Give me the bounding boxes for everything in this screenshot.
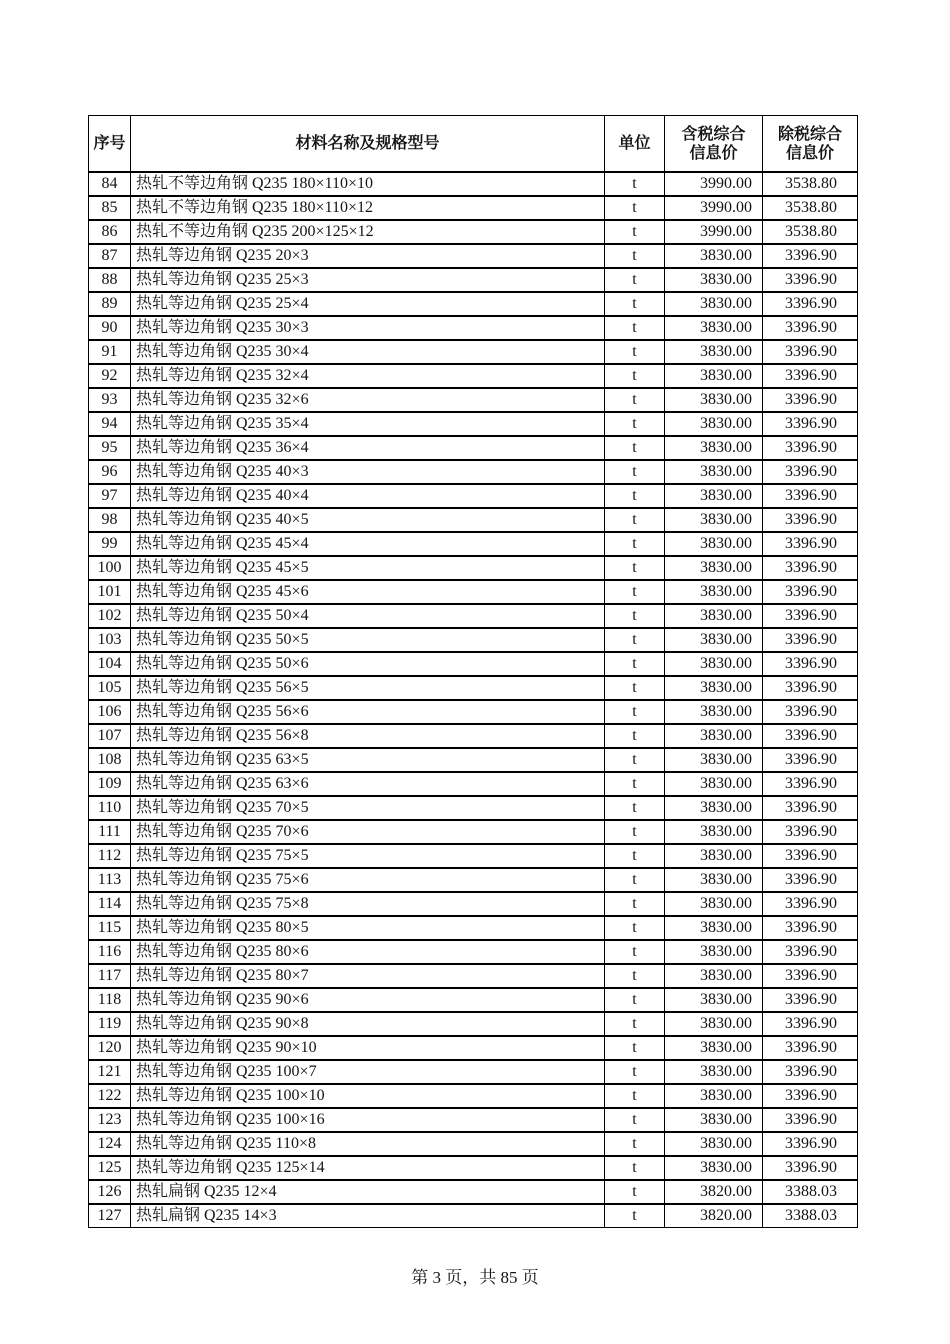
cell-price-without-tax: 3396.90 (763, 724, 858, 748)
table-row (88, 844, 858, 868)
cell-index: 113 (88, 868, 131, 892)
cell-unit: t (605, 460, 665, 484)
table-row (88, 1108, 858, 1132)
cell-price-with-tax: 3820.00 (665, 1204, 763, 1228)
cell-index: 96 (88, 460, 131, 484)
cell-material-name-spec: 热轧不等边角钢 Q235 180×110×10 (131, 172, 605, 196)
cell-unit: t (605, 652, 665, 676)
cell-price-with-tax: 3830.00 (665, 1084, 763, 1108)
table-row (88, 388, 858, 412)
table-row (88, 460, 858, 484)
cell-material-name-spec: 热轧等边角钢 Q235 90×6 (131, 988, 605, 1012)
cell-index: 117 (88, 964, 131, 988)
cell-index: 100 (88, 556, 131, 580)
cell-index: 118 (88, 988, 131, 1012)
cell-price-with-tax: 3830.00 (665, 532, 763, 556)
cell-price-without-tax: 3396.90 (763, 460, 858, 484)
cell-material-name-spec: 热轧等边角钢 Q235 90×8 (131, 1012, 605, 1036)
cell-material-name-spec: 热轧等边角钢 Q235 80×5 (131, 916, 605, 940)
cell-material-name-spec: 热轧等边角钢 Q235 70×5 (131, 796, 605, 820)
cell-index: 84 (88, 172, 131, 196)
cell-price-without-tax: 3396.90 (763, 628, 858, 652)
cell-index: 102 (88, 604, 131, 628)
cell-unit: t (605, 892, 665, 916)
cell-price-with-tax: 3820.00 (665, 1180, 763, 1204)
cell-unit: t (605, 1132, 665, 1156)
cell-unit: t (605, 964, 665, 988)
cell-index: 112 (88, 844, 131, 868)
cell-unit: t (605, 268, 665, 292)
table-row (88, 1012, 858, 1036)
cell-material-name-spec: 热轧等边角钢 Q235 56×6 (131, 700, 605, 724)
table-row (88, 868, 858, 892)
table-row (88, 796, 858, 820)
page-footer: 第 3 页，共 85 页 (411, 1268, 539, 1287)
cell-price-with-tax: 3830.00 (665, 820, 763, 844)
cell-price-without-tax: 3396.90 (763, 988, 858, 1012)
table-row (88, 892, 858, 916)
cell-unit: t (605, 724, 665, 748)
table-row (88, 220, 858, 244)
cell-unit: t (605, 364, 665, 388)
cell-material-name-spec: 热轧等边角钢 Q235 40×3 (131, 460, 605, 484)
cell-price-with-tax: 3830.00 (665, 1156, 763, 1180)
cell-unit: t (605, 1204, 665, 1228)
cell-price-without-tax: 3396.90 (763, 340, 858, 364)
cell-price-without-tax: 3396.90 (763, 820, 858, 844)
table-row (88, 292, 858, 316)
table-row (88, 244, 858, 268)
table-row (88, 988, 858, 1012)
cell-material-name-spec: 热轧等边角钢 Q235 75×8 (131, 892, 605, 916)
cell-price-without-tax: 3396.90 (763, 1060, 858, 1084)
cell-index: 106 (88, 700, 131, 724)
cell-unit: t (605, 916, 665, 940)
cell-index: 99 (88, 532, 131, 556)
cell-price-without-tax: 3388.03 (763, 1204, 858, 1228)
cell-index: 109 (88, 772, 131, 796)
cell-index: 91 (88, 340, 131, 364)
table-row (88, 1204, 858, 1228)
cell-unit: t (605, 700, 665, 724)
cell-price-without-tax: 3396.90 (763, 748, 858, 772)
header-material-name-spec: 材料名称及规格型号 (131, 115, 605, 172)
cell-price-without-tax: 3396.90 (763, 964, 858, 988)
cell-price-without-tax: 3396.90 (763, 1012, 858, 1036)
cell-unit: t (605, 580, 665, 604)
cell-index: 123 (88, 1108, 131, 1132)
cell-unit: t (605, 1108, 665, 1132)
cell-material-name-spec: 热轧等边角钢 Q235 40×5 (131, 508, 605, 532)
cell-price-without-tax: 3388.03 (763, 1180, 858, 1204)
cell-index: 127 (88, 1204, 131, 1228)
cell-index: 110 (88, 796, 131, 820)
cell-price-with-tax: 3990.00 (665, 172, 763, 196)
cell-material-name-spec: 热轧等边角钢 Q235 30×4 (131, 340, 605, 364)
cell-material-name-spec: 热轧等边角钢 Q235 32×4 (131, 364, 605, 388)
table-row (88, 700, 858, 724)
cell-unit: t (605, 412, 665, 436)
table-row (88, 940, 858, 964)
cell-price-with-tax: 3830.00 (665, 988, 763, 1012)
cell-unit: t (605, 340, 665, 364)
cell-material-name-spec: 热轧等边角钢 Q235 63×6 (131, 772, 605, 796)
cell-unit: t (605, 868, 665, 892)
cell-index: 94 (88, 412, 131, 436)
cell-index: 114 (88, 892, 131, 916)
table-row (88, 724, 858, 748)
cell-unit: t (605, 772, 665, 796)
cell-material-name-spec: 热轧等边角钢 Q235 50×6 (131, 652, 605, 676)
cell-price-with-tax: 3830.00 (665, 508, 763, 532)
cell-price-with-tax: 3830.00 (665, 484, 763, 508)
cell-unit: t (605, 220, 665, 244)
cell-unit: t (605, 796, 665, 820)
cell-index: 121 (88, 1060, 131, 1084)
cell-price-without-tax: 3396.90 (763, 916, 858, 940)
table-row (88, 748, 858, 772)
cell-index: 89 (88, 292, 131, 316)
table-row (88, 916, 858, 940)
cell-price-with-tax: 3830.00 (665, 460, 763, 484)
cell-unit: t (605, 844, 665, 868)
table-row (88, 580, 858, 604)
table-row (88, 340, 858, 364)
cell-price-without-tax: 3396.90 (763, 676, 858, 700)
cell-unit: t (605, 172, 665, 196)
cell-index: 93 (88, 388, 131, 412)
cell-material-name-spec: 热轧等边角钢 Q235 45×5 (131, 556, 605, 580)
cell-unit: t (605, 988, 665, 1012)
cell-index: 119 (88, 1012, 131, 1036)
cell-price-without-tax: 3396.90 (763, 868, 858, 892)
cell-material-name-spec: 热轧不等边角钢 Q235 200×125×12 (131, 220, 605, 244)
table-body (88, 172, 858, 1228)
table-row (88, 268, 858, 292)
table-row (88, 652, 858, 676)
cell-price-without-tax: 3538.80 (763, 220, 858, 244)
cell-price-without-tax: 3396.90 (763, 292, 858, 316)
cell-index: 101 (88, 580, 131, 604)
cell-unit: t (605, 388, 665, 412)
cell-material-name-spec: 热轧等边角钢 Q235 45×4 (131, 532, 605, 556)
cell-unit: t (605, 820, 665, 844)
cell-price-without-tax: 3396.90 (763, 1132, 858, 1156)
cell-material-name-spec: 热轧等边角钢 Q235 100×16 (131, 1108, 605, 1132)
cell-price-with-tax: 3830.00 (665, 628, 763, 652)
cell-price-with-tax: 3830.00 (665, 1132, 763, 1156)
cell-price-with-tax: 3830.00 (665, 748, 763, 772)
cell-price-with-tax: 3830.00 (665, 724, 763, 748)
cell-index: 120 (88, 1036, 131, 1060)
table-row (88, 1060, 858, 1084)
cell-unit: t (605, 1036, 665, 1060)
cell-price-without-tax: 3396.90 (763, 484, 858, 508)
cell-price-without-tax: 3396.90 (763, 532, 858, 556)
cell-index: 98 (88, 508, 131, 532)
cell-material-name-spec: 热轧等边角钢 Q235 45×6 (131, 580, 605, 604)
cell-price-with-tax: 3830.00 (665, 292, 763, 316)
cell-index: 97 (88, 484, 131, 508)
cell-material-name-spec: 热轧等边角钢 Q235 70×6 (131, 820, 605, 844)
table-row (88, 1180, 858, 1204)
table-row (88, 316, 858, 340)
cell-material-name-spec: 热轧等边角钢 Q235 110×8 (131, 1132, 605, 1156)
cell-material-name-spec: 热轧等边角钢 Q235 50×4 (131, 604, 605, 628)
cell-material-name-spec: 热轧等边角钢 Q235 56×5 (131, 676, 605, 700)
cell-price-without-tax: 3396.90 (763, 244, 858, 268)
cell-price-with-tax: 3830.00 (665, 364, 763, 388)
cell-index: 88 (88, 268, 131, 292)
cell-material-name-spec: 热轧等边角钢 Q235 80×6 (131, 940, 605, 964)
cell-unit: t (605, 508, 665, 532)
cell-price-without-tax: 3538.80 (763, 196, 858, 220)
cell-material-name-spec: 热轧等边角钢 Q235 35×4 (131, 412, 605, 436)
cell-price-without-tax: 3396.90 (763, 556, 858, 580)
cell-price-with-tax: 3830.00 (665, 652, 763, 676)
table-row (88, 604, 858, 628)
table-row (88, 964, 858, 988)
cell-price-without-tax: 3396.90 (763, 1156, 858, 1180)
cell-price-without-tax: 3538.80 (763, 172, 858, 196)
cell-material-name-spec: 热轧等边角钢 Q235 75×5 (131, 844, 605, 868)
cell-unit: t (605, 436, 665, 460)
cell-price-without-tax: 3396.90 (763, 316, 858, 340)
cell-price-without-tax: 3396.90 (763, 268, 858, 292)
cell-material-name-spec: 热轧等边角钢 Q235 63×5 (131, 748, 605, 772)
cell-price-without-tax: 3396.90 (763, 436, 858, 460)
cell-price-with-tax: 3830.00 (665, 892, 763, 916)
cell-unit: t (605, 1084, 665, 1108)
cell-material-name-spec: 热轧等边角钢 Q235 25×4 (131, 292, 605, 316)
cell-price-with-tax: 3830.00 (665, 556, 763, 580)
cell-price-with-tax: 3830.00 (665, 940, 763, 964)
table-row (88, 772, 858, 796)
table-row (88, 1036, 858, 1060)
cell-unit: t (605, 604, 665, 628)
cell-price-without-tax: 3396.90 (763, 652, 858, 676)
cell-index: 95 (88, 436, 131, 460)
cell-index: 107 (88, 724, 131, 748)
cell-index: 86 (88, 220, 131, 244)
cell-price-with-tax: 3990.00 (665, 220, 763, 244)
cell-material-name-spec: 热轧等边角钢 Q235 20×3 (131, 244, 605, 268)
cell-price-with-tax: 3830.00 (665, 868, 763, 892)
cell-material-name-spec: 热轧等边角钢 Q235 25×3 (131, 268, 605, 292)
table-row (88, 556, 858, 580)
cell-price-without-tax: 3396.90 (763, 700, 858, 724)
cell-material-name-spec: 热轧等边角钢 Q235 30×3 (131, 316, 605, 340)
cell-unit: t (605, 484, 665, 508)
header-price-with-tax: 含税综合 信息价 (665, 115, 763, 172)
cell-price-with-tax: 3830.00 (665, 1060, 763, 1084)
cell-unit: t (605, 628, 665, 652)
cell-material-name-spec: 热轧等边角钢 Q235 50×5 (131, 628, 605, 652)
cell-price-with-tax: 3830.00 (665, 844, 763, 868)
cell-price-without-tax: 3396.90 (763, 364, 858, 388)
cell-index: 105 (88, 676, 131, 700)
cell-index: 108 (88, 748, 131, 772)
cell-index: 104 (88, 652, 131, 676)
cell-index: 122 (88, 1084, 131, 1108)
cell-price-without-tax: 3396.90 (763, 604, 858, 628)
cell-unit: t (605, 748, 665, 772)
cell-unit: t (605, 676, 665, 700)
table-row (88, 1084, 858, 1108)
cell-index: 103 (88, 628, 131, 652)
cell-material-name-spec: 热轧扁钢 Q235 12×4 (131, 1180, 605, 1204)
cell-material-name-spec: 热轧等边角钢 Q235 100×10 (131, 1084, 605, 1108)
cell-material-name-spec: 热轧等边角钢 Q235 80×7 (131, 964, 605, 988)
cell-price-with-tax: 3830.00 (665, 316, 763, 340)
cell-unit: t (605, 940, 665, 964)
cell-index: 126 (88, 1180, 131, 1204)
cell-material-name-spec: 热轧等边角钢 Q235 125×14 (131, 1156, 605, 1180)
cell-unit: t (605, 1156, 665, 1180)
cell-material-name-spec: 热轧等边角钢 Q235 36×4 (131, 436, 605, 460)
table-row (88, 1156, 858, 1180)
table-row (88, 532, 858, 556)
cell-price-without-tax: 3396.90 (763, 508, 858, 532)
cell-price-without-tax: 3396.90 (763, 1036, 858, 1060)
cell-price-with-tax: 3830.00 (665, 388, 763, 412)
cell-price-with-tax: 3830.00 (665, 604, 763, 628)
cell-price-with-tax: 3830.00 (665, 796, 763, 820)
table-row (88, 484, 858, 508)
cell-material-name-spec: 热轧等边角钢 Q235 40×4 (131, 484, 605, 508)
cell-index: 116 (88, 940, 131, 964)
table-row (88, 676, 858, 700)
cell-material-name-spec: 热轧等边角钢 Q235 100×7 (131, 1060, 605, 1084)
cell-price-without-tax: 3396.90 (763, 772, 858, 796)
table-header-row (88, 115, 858, 172)
cell-unit: t (605, 316, 665, 340)
table-row (88, 508, 858, 532)
cell-material-name-spec: 热轧等边角钢 Q235 56×8 (131, 724, 605, 748)
cell-price-with-tax: 3830.00 (665, 580, 763, 604)
cell-price-with-tax: 3830.00 (665, 244, 763, 268)
table-row (88, 196, 858, 220)
cell-price-with-tax: 3830.00 (665, 1108, 763, 1132)
cell-price-without-tax: 3396.90 (763, 1084, 858, 1108)
cell-price-with-tax: 3830.00 (665, 412, 763, 436)
cell-price-with-tax: 3990.00 (665, 196, 763, 220)
cell-material-name-spec: 热轧等边角钢 Q235 90×10 (131, 1036, 605, 1060)
table-row (88, 364, 858, 388)
cell-index: 124 (88, 1132, 131, 1156)
cell-unit: t (605, 292, 665, 316)
cell-index: 90 (88, 316, 131, 340)
cell-index: 125 (88, 1156, 131, 1180)
cell-index: 111 (88, 820, 131, 844)
cell-price-with-tax: 3830.00 (665, 916, 763, 940)
cell-unit: t (605, 1012, 665, 1036)
cell-price-without-tax: 3396.90 (763, 892, 858, 916)
table-row (88, 628, 858, 652)
cell-price-without-tax: 3396.90 (763, 412, 858, 436)
cell-unit: t (605, 1060, 665, 1084)
cell-price-without-tax: 3396.90 (763, 796, 858, 820)
cell-price-with-tax: 3830.00 (665, 964, 763, 988)
cell-price-with-tax: 3830.00 (665, 1012, 763, 1036)
table-row (88, 172, 858, 196)
cell-index: 85 (88, 196, 131, 220)
cell-price-with-tax: 3830.00 (665, 340, 763, 364)
cell-price-with-tax: 3830.00 (665, 676, 763, 700)
cell-index: 92 (88, 364, 131, 388)
cell-material-name-spec: 热轧等边角钢 Q235 75×6 (131, 868, 605, 892)
header-price-without-tax: 除税综合 信息价 (763, 115, 858, 172)
cell-price-without-tax: 3396.90 (763, 1108, 858, 1132)
cell-price-with-tax: 3830.00 (665, 700, 763, 724)
cell-price-without-tax: 3396.90 (763, 388, 858, 412)
material-price-table (88, 115, 858, 1228)
cell-unit: t (605, 532, 665, 556)
cell-material-name-spec: 热轧等边角钢 Q235 32×6 (131, 388, 605, 412)
table-row (88, 412, 858, 436)
cell-price-without-tax: 3396.90 (763, 580, 858, 604)
cell-unit: t (605, 556, 665, 580)
cell-price-without-tax: 3396.90 (763, 940, 858, 964)
header-index: 序号 (88, 115, 131, 172)
cell-price-with-tax: 3830.00 (665, 268, 763, 292)
header-unit: 单位 (605, 115, 665, 172)
cell-price-with-tax: 3830.00 (665, 772, 763, 796)
table-row (88, 820, 858, 844)
cell-unit: t (605, 244, 665, 268)
cell-unit: t (605, 196, 665, 220)
cell-price-without-tax: 3396.90 (763, 844, 858, 868)
cell-material-name-spec: 热轧扁钢 Q235 14×3 (131, 1204, 605, 1228)
cell-material-name-spec: 热轧不等边角钢 Q235 180×110×12 (131, 196, 605, 220)
cell-price-with-tax: 3830.00 (665, 1036, 763, 1060)
cell-unit: t (605, 1180, 665, 1204)
cell-price-with-tax: 3830.00 (665, 436, 763, 460)
cell-index: 115 (88, 916, 131, 940)
table-row (88, 436, 858, 460)
cell-index: 87 (88, 244, 131, 268)
table-row (88, 1132, 858, 1156)
